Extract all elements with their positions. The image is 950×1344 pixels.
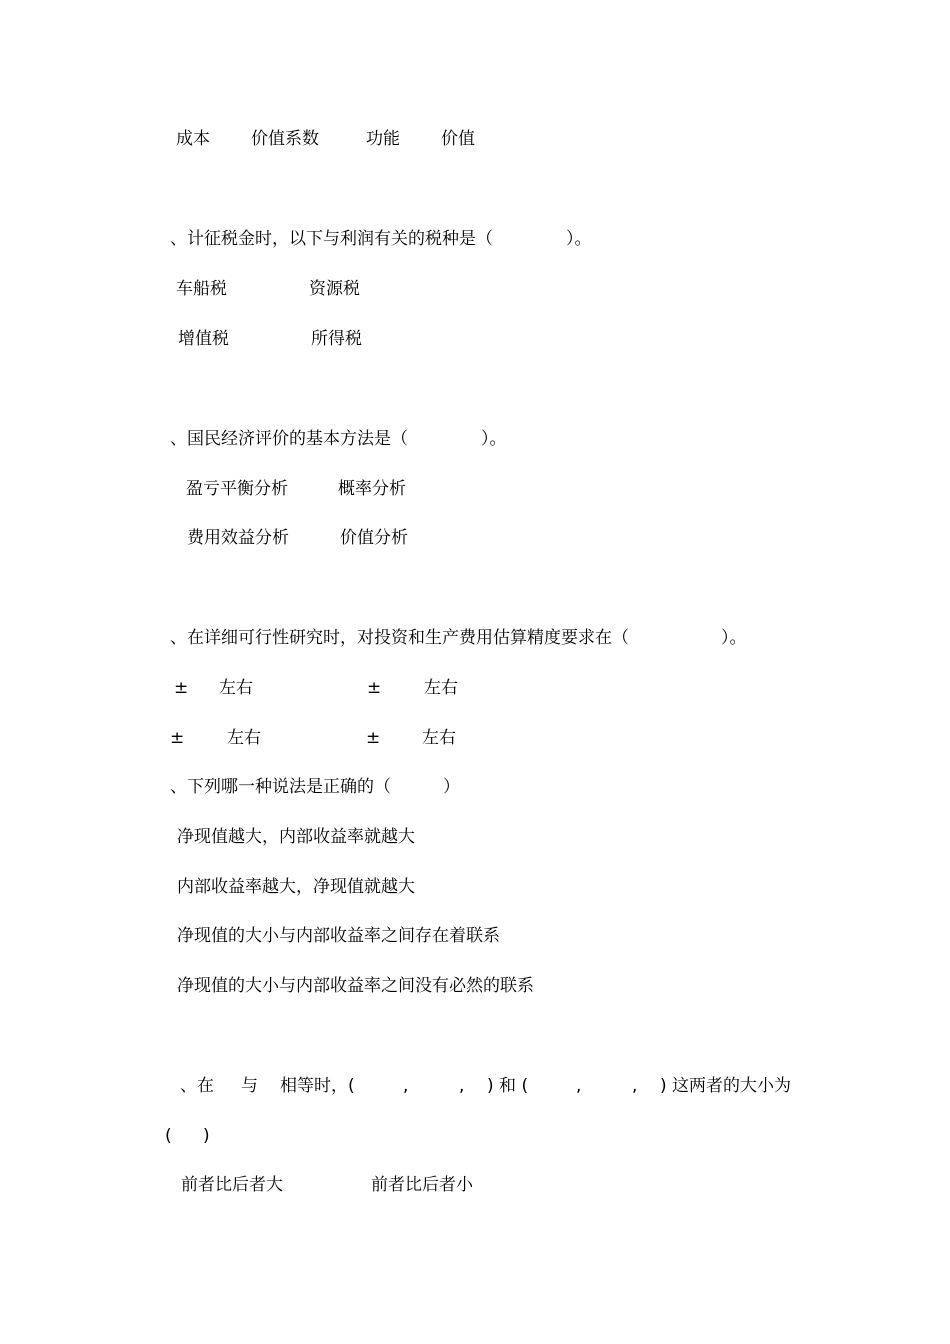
question-stem-part2: 与 [241,1076,258,1096]
option-b: 前者比后者小 [371,1175,473,1195]
option-b-pm: ± [367,678,382,698]
option-d: 价值分析 [340,528,408,548]
question-close: ） [443,777,460,797]
question-close: ）。 [481,429,507,449]
option-d-suffix: 左右 [422,728,456,748]
comma: , [403,1076,409,1096]
option-c: 功能 [366,129,400,149]
comma: , [459,1076,465,1096]
option-c-pm: ± [170,728,185,748]
option-d-pm: ± [366,728,381,748]
option-c: 净现值的大小与内部收益率之间存在着联系 [177,926,500,946]
comma: , [576,1076,582,1096]
option-b: 资源税 [309,279,360,299]
option-c: 增值税 [178,329,229,349]
question-stem: 、在详细可行性研究时，对投资和生产费用估算精度要求在（ [170,628,629,648]
question-stem: 、计征税金时，以下与利润有关的税种是（ [170,229,493,249]
question-close: ）。 [566,229,592,249]
option-b: 内部收益率越大，净现值就越大 [177,877,415,897]
question-close: ）。 [721,628,747,648]
question-stem: 、下列哪一种说法是正确的（ [170,777,391,797]
option-c: 费用效益分析 [187,528,289,548]
option-d: 价值 [441,129,475,149]
comma: , [632,1076,638,1096]
option-a: 车船税 [176,279,227,299]
question-stem-part4: ) 和 ( [487,1076,529,1096]
option-a: 成本 [176,129,210,149]
option-b: 价值系数 [251,129,319,149]
option-b-suffix: 左右 [424,678,458,698]
option-d: 所得税 [311,329,362,349]
answer-open-paren: ( [165,1126,172,1146]
option-a-suffix: 左右 [219,678,253,698]
question-stem-part1: 、在 [180,1076,214,1096]
option-a-pm: ± [174,678,189,698]
option-b: 概率分析 [338,479,406,499]
option-c-suffix: 左右 [227,728,261,748]
question-stem: 、国民经济评价的基本方法是（ [170,429,408,449]
question-stem-part5: ) 这两者的大小为 [660,1076,792,1096]
option-a: 盈亏平衡分析 [186,479,288,499]
question-stem-part3: 相等时，( [280,1076,355,1096]
option-d: 净现值的大小与内部收益率之间没有必然的联系 [177,976,534,996]
option-a: 前者比后者大 [181,1175,283,1195]
option-a: 净现值越大，内部收益率就越大 [177,827,415,847]
answer-close-paren: ) [203,1126,210,1146]
